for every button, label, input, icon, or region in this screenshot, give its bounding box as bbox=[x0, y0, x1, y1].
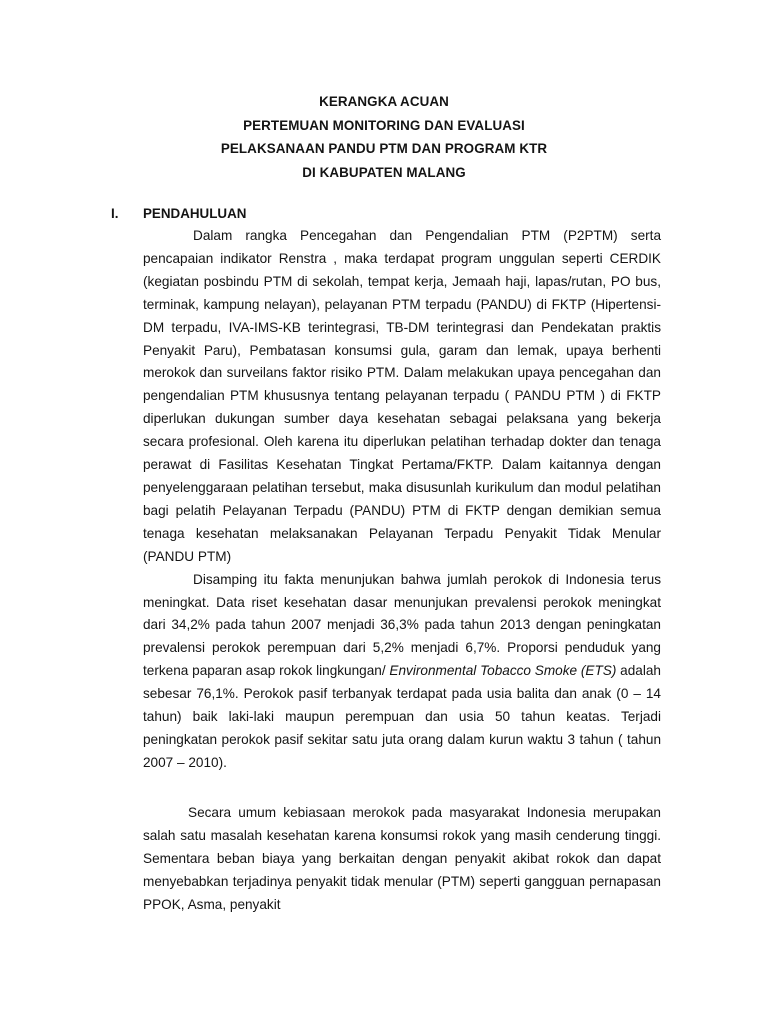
section-number: I. bbox=[111, 206, 119, 221]
body-text-block-continued bbox=[143, 802, 661, 917]
paragraph-3: Secara umum kebiasaan merokok pada masyarakat Indonesia merupakan salah satu masalah kesehatan karena konsumsi rokok yang masih cenderung tinggi. Sementara beban biaya yang berkaitan dengan penyakit akibat rokok dan dapat menyebabkan terjadinya penyakit tidak menular (PTM) seperti gangguan pernapasan PPOK, Asma, penyakit bbox=[143, 805, 661, 912]
title-line-3: PELAKSANAAN PANDU PTM DAN PROGRAM KTR bbox=[220, 141, 548, 156]
paragraph-2-part-2: adalah sebesar 76,1%. Perokok pasif terbanyak terdapat pada usia balita dan anak (0 – 14 tahun) baik laki-laki maupun perempuan dan usia 50 tahun keatas. Terjadi peningkatan perokok pasif sekitar satu juta orang dalam kurun waktu 3 tahun ( tahun 2007 – 2010). bbox=[143, 663, 661, 770]
document-title bbox=[0, 90, 768, 184]
paragraph-2-part-1: Disamping itu fakta menunjukan bahwa jumlah perokok di Indonesia terus meningkat. Data riset kesehatan dasar menunjukan prevalensi perokok meningkat dari 34,2% pada tahun 2007 menjadi 36,3% pada tahun 2013 dengan peningkatan prevalensi perokok perempuan dari 5,2% menjadi 6,7%. Proporsi penduduk yang terkena paparan asap rokok lingkungan/ bbox=[143, 571, 661, 679]
paragraph-2 bbox=[143, 569, 661, 775]
section-title: PENDAHULUAN bbox=[143, 206, 247, 221]
body-text-block bbox=[143, 225, 661, 775]
paragraph-1: Dalam rangka Pencegahan dan Pengendalian PTM (P2PTM) serta pencapaian indikator Renstra , maka terdapat program unggulan seperti CERDIK (kegiatan posbindu PTM di sekolah, tempat kerja, Jemaah haji, lapas/rutan, PO bus, terminak, kampung nelayan), pelayanan PTM terpadu (PANDU) di FKTP (Hipertensi-DM terpadu, IVA-IMS-KB terintegrasi, TB-DM terintegrasi dan Pendekatan praktis Penyakit Paru), Pembatasan konsumsi gula, garam dan lemak, upaya berhenti merokok dan surveilans faktor risiko PTM. Dalam melakukan upaya pencegahan dan pengendalian PTM khususnya tentang pelayanan terpadu ( PANDU PTM ) di FKTP diperlukan dukungan sumber daya kesehatan sebagai pelaksana yang bekerja secara profesional. Oleh karena itu diperlukan pelatihan terhadap dokter dan tenaga perawat di Fasilitas Kesehatan Tingkat Pertama/FKTP. Dalam kaitannya dengan penyelenggaraan pelatihan tersebut, maka disusunlah kurikulum dan modul pelatihan bagi pelatih Pelayanan Terpadu (PANDU) PTM di FKTP dengan demikian semua tenaga kesehatan melaksanakan Pelayanan Terpadu Penyakit Tidak Menular (PANDU PTM) bbox=[143, 228, 661, 564]
paragraph-2-italic-term: Environmental Tobacco Smoke (ETS) bbox=[389, 663, 617, 679]
title-line-4: DI KABUPATEN MALANG bbox=[302, 164, 466, 180]
section-heading bbox=[111, 204, 246, 224]
title-line-2: PERTEMUAN MONITORING DAN EVALUASI bbox=[243, 117, 525, 133]
title-line-1: KERANGKA ACUAN bbox=[319, 94, 449, 109]
